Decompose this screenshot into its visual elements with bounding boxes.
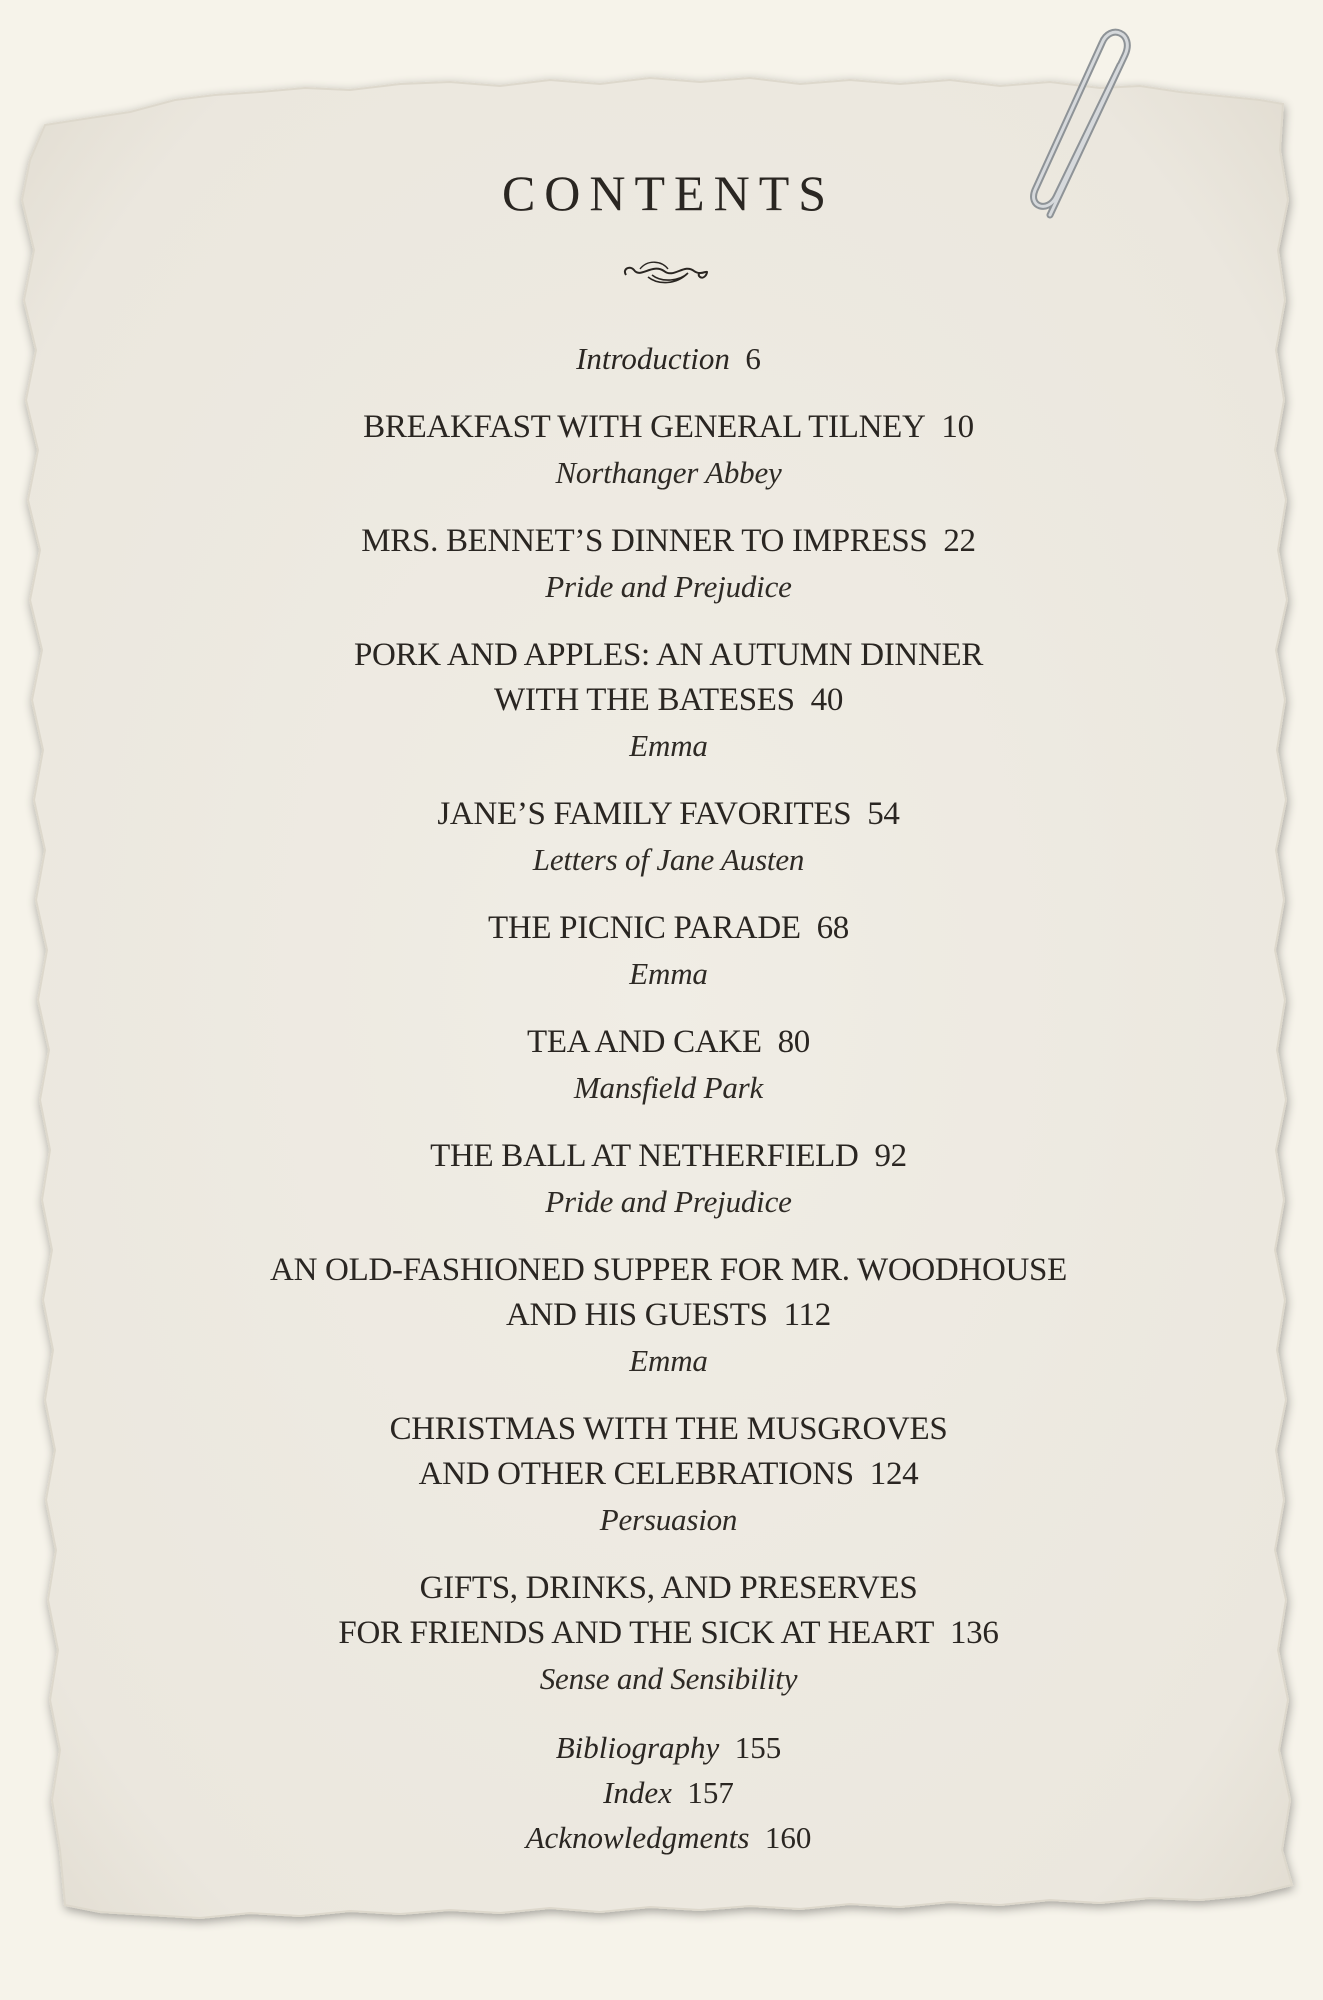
toc-back-entry: [0, 1725, 1323, 1770]
toc-entry: [0, 1248, 1323, 1383]
toc-page-number: 22: [943, 523, 976, 559]
toc-entry-introduction: [0, 336, 1323, 381]
toc-entry: [0, 1134, 1323, 1224]
toc-page-number: 92: [874, 1138, 907, 1174]
toc-page-number: 136: [949, 1615, 999, 1651]
toc-chapter-title: PORK AND APPLES: AN AUTUMN DINNER: [353, 637, 984, 673]
toc-entry: [0, 519, 1323, 609]
toc-page-number: 155: [734, 1730, 782, 1765]
toc-entry: [0, 1566, 1323, 1701]
toc-source-novel: Persuasion: [599, 1502, 738, 1537]
toc-chapter-title: MRS. BENNET’S DINNER TO IMPRESS: [361, 523, 928, 559]
toc-page-number: 40: [810, 682, 844, 718]
toc-page-number: 160: [764, 1820, 812, 1855]
toc-chapter-title-cont: AND OTHER CELEBRATIONS: [418, 1456, 854, 1492]
toc-source-novel: Emma: [629, 728, 708, 763]
page-title: CONTENTS: [501, 165, 836, 221]
toc-page-number: 6: [745, 341, 761, 376]
toc-back-title: Bibliography: [555, 1730, 720, 1765]
toc-page-number: 112: [783, 1297, 831, 1333]
toc-chapter-title: THE BALL AT NETHERFIELD: [430, 1138, 859, 1174]
table-of-contents: [0, 336, 1323, 1860]
toc-source-novel: Letters of Jane Austen: [532, 842, 805, 877]
toc-chapter-title: TEA AND CAKE: [526, 1024, 762, 1060]
toc-chapter-title-cont: FOR FRIENDS AND THE SICK AT HEART: [338, 1615, 935, 1651]
toc-page-number: 10: [941, 409, 974, 445]
toc-chapter-title: THE PICNIC PARADE: [487, 910, 801, 946]
toc-chapter-title-cont: WITH THE BATESES: [493, 682, 795, 718]
toc-back-title: Acknowledgments: [525, 1820, 750, 1855]
toc-chapter-title-cont: AND HIS GUESTS: [506, 1297, 768, 1333]
toc-entry: [0, 1020, 1323, 1110]
toc-entry: [0, 405, 1323, 495]
toc-page-number: 54: [867, 796, 900, 832]
toc-entry: [0, 792, 1323, 882]
toc-source-novel: Sense and Sensibility: [539, 1661, 798, 1696]
toc-page-number: 68: [816, 910, 850, 946]
toc-page-number: 124: [869, 1456, 919, 1492]
toc-entry: [0, 1407, 1323, 1542]
toc-source-novel: Northanger Abbey: [555, 455, 782, 490]
toc-chapter-title: BREAKFAST WITH GENERAL TILNEY: [363, 409, 926, 445]
toc-chapter-title: CHRISTMAS WITH THE MUSGROVES: [389, 1411, 948, 1447]
toc-intro-title: Introduction: [576, 341, 730, 376]
toc-source-novel: Mansfield Park: [573, 1070, 764, 1105]
toc-back-entry: [0, 1815, 1323, 1860]
toc-chapter-title: AN OLD-FASHIONED SUPPER FOR MR. WOODHOUSE: [270, 1252, 1067, 1288]
toc-page-number: 80: [777, 1024, 811, 1060]
toc-source-novel: Pride and Prejudice: [545, 1184, 792, 1219]
toc-entry: [0, 633, 1323, 768]
toc-back-matter: [0, 1725, 1323, 1860]
toc-source-novel: Pride and Prejudice: [545, 569, 792, 604]
ornament-flourish-icon: [618, 255, 718, 291]
toc-source-novel: Emma: [629, 1343, 708, 1378]
toc-back-title: Index: [603, 1775, 672, 1810]
toc-source-novel: Emma: [629, 956, 708, 991]
toc-page-number: 157: [687, 1775, 734, 1810]
toc-chapter-title: JANE’S FAMILY FAVORITES: [437, 796, 852, 832]
toc-back-entry: [0, 1770, 1323, 1815]
toc-entry: [0, 906, 1323, 996]
toc-chapter-title: GIFTS, DRINKS, AND PRESERVES: [419, 1570, 918, 1606]
